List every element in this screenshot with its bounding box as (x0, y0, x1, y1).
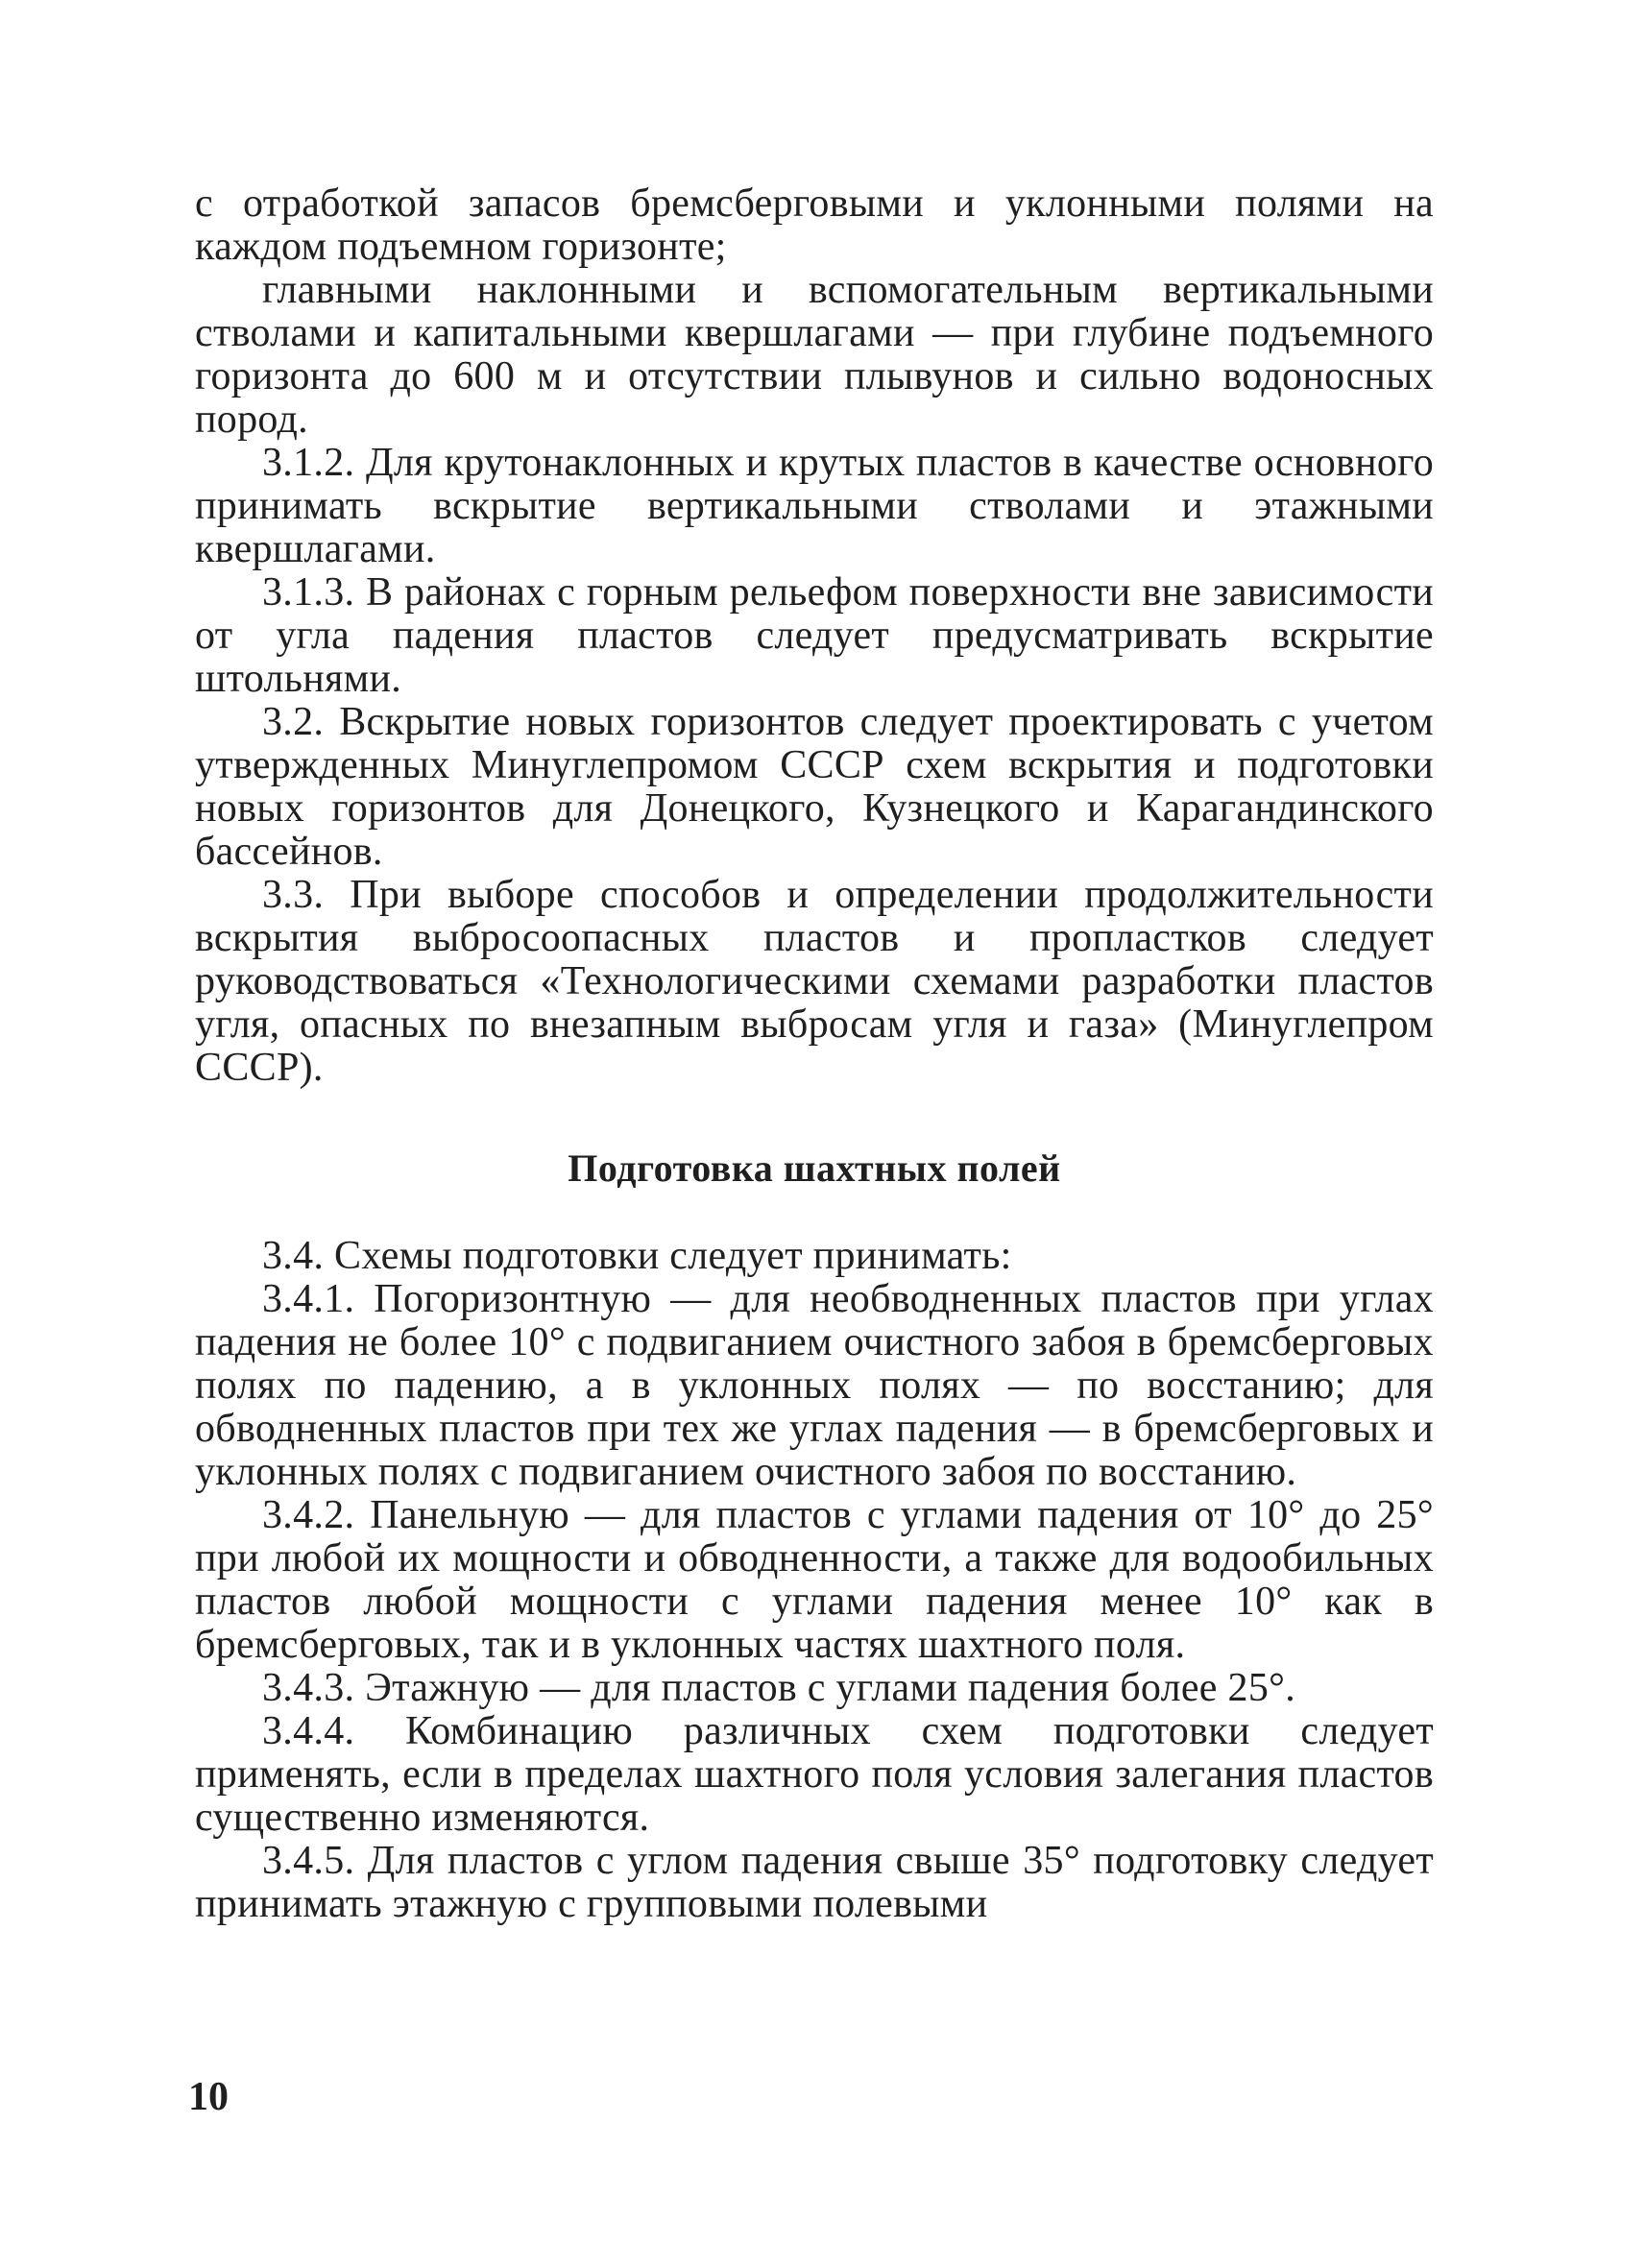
paragraph-3-4-4: 3.4.4. Комбинацию различных схем подготовки следует применять, если в пределах шахтного поля условия залегания пластов существенно изменяются. (195, 1709, 1434, 1840)
paragraph-3-4: 3.4. Схемы подготовки следует принимать: (262, 1234, 1012, 1278)
paragraph-3-1-3: 3.1.3. В районах с горным рельефом поверхности вне зависимости от угла падения пластов следует предусматривать вскрытие штольнями. (195, 570, 1434, 701)
paragraph-3-3: 3.3. При выборе способов и определении продолжительности вскрытия выбросоопасных пластов и пропластков следует руководствоваться «Технологическими схемами разработки пластов угля, опасных по внезапным выбросам угля и газа» (Минуглепром СССР). (195, 873, 1434, 1090)
page-body (195, 182, 1434, 1926)
paragraph-continuation: с отработкой запасов бремсберговыми и уклонными полями на каждом подъемном горизонте; (195, 181, 1434, 269)
paragraph-3-4-2: 3.4.2. Панельную — для пластов с углами падения от 10° до 25° при любой их мощности и обводненности, а также для водообильных пластов любой мощности с углами падения менее 10° как в бремсберговых, так и в уклонных частях шахтного поля. (195, 1493, 1434, 1667)
paragraph-3-1-2: 3.1.2. Для крутонаклонных и крутых пластов в качестве основного принимать вскрытие вертикальными стволами и этажными квершлагами. (195, 441, 1434, 571)
paragraph-3-4-3: 3.4.3. Этажную — для пластов с углами падения более 25°. (262, 1666, 1296, 1710)
paragraph-main-inclined-shafts: главными наклонными и вспомогательным вертикальными стволами и капитальными квершлагами — при глубине подъемного горизонта до 600 м и отсутствии плывунов и сильно водоносных пород. (195, 268, 1434, 442)
section-heading: Подготовка шахтных полей (568, 1146, 1061, 1190)
page-number: 10 (188, 2075, 229, 2119)
paragraph-3-2: 3.2. Вскрытие новых горизонтов следует проектировать с учетом утвержденных Минуглепромом СССР схем вскрытия и подготовки новых горизонтов для Донецкого, Кузнецкого и Карагандинского бассейнов. (195, 700, 1434, 874)
paragraph-3-4-5: 3.4.5. Для пластов с углом падения свыше 35° подготовку следует принимать этажную с групповыми полевыми (195, 1839, 1434, 1926)
paragraph-3-4-1: 3.4.1. Погоризонтную — для необводненных пластов при углах падения не более 10° с подвиганием очистного забоя в бремсберговых полях по падению, а в уклонных полях — по восстанию; для обводненных пластов при тех же углах падения — в бремсберговых и уклонных полях с подвиганием очистного забоя по восстанию. (195, 1277, 1434, 1494)
